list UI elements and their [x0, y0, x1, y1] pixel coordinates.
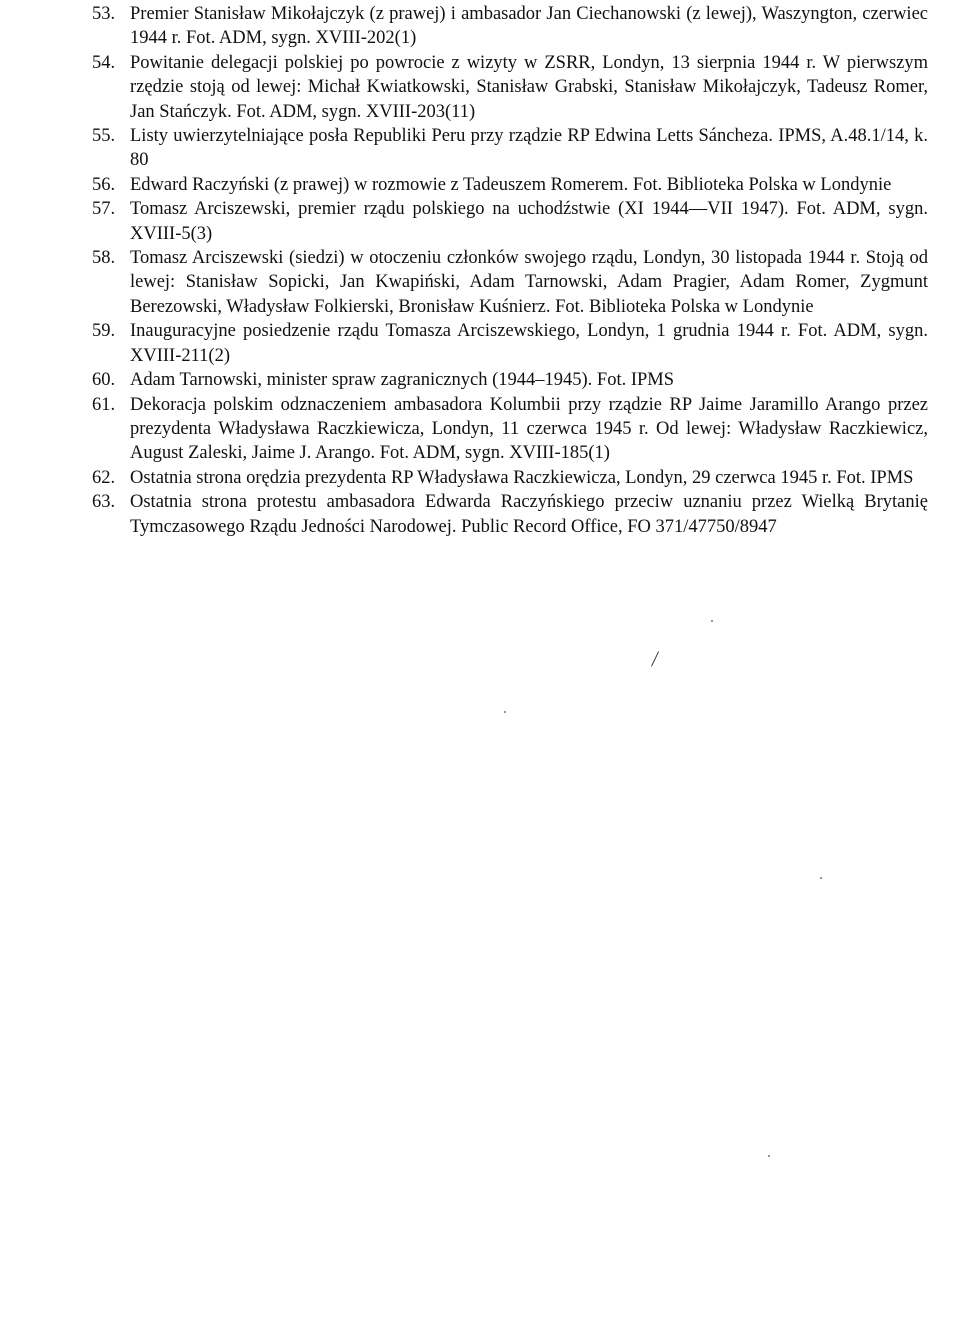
- caption-number: 58.: [92, 248, 116, 269]
- caption-text: Listy uwierzytelniające posła Republiki Peru przy rządzie RP Edwina Letts Sáncheza. IPMS, A.48.1/14, k. 80: [130, 126, 928, 171]
- caption-text: Tomasz Arciszewski (siedzi) w otoczeniu członków swojego rządu, Londyn, 30 listopada 1944 r. Stoją od lewej: Stanisław Sopicki, Jan Kwapiński, Adam Tarnowski, Adam Pragier, Adam Romer, Zygmunt Berezowski, Władysław Folkierski, Bronisław Kuśnierz. Fot. Biblioteka Polska w Londynie: [130, 248, 928, 317]
- caption-text: Tomasz Arciszewski, premier rządu polskiego na uchodźstwie (XI 1944—VII 1947). Fot. ADM, sygn. XVIII-5(3): [130, 199, 928, 244]
- caption-item-54: [92, 51, 928, 124]
- scan-speck: [820, 877, 822, 879]
- caption-number: 62.: [92, 467, 116, 488]
- caption-number: 53.: [92, 4, 116, 24]
- caption-item-58: [92, 246, 928, 319]
- caption-item-59: [92, 319, 928, 368]
- caption-text: Ostatnia strona protestu ambasadora Edwarda Raczyńskiego przeciw uznaniu przez Wielką Brytanię Tymczasowego Rządu Jedności Narodowej. Public Record Office, FO 371/47750/8947: [130, 492, 928, 537]
- caption-number: 55.: [92, 126, 116, 147]
- scan-speck: [768, 1155, 770, 1157]
- caption-number: 61.: [92, 394, 116, 415]
- caption-text: Ostatnia strona orędzia prezydenta RP Władysława Raczkiewicza, Londyn, 29 czerwca 1945 r. Fot. IPMS: [130, 467, 914, 488]
- caption-number: 57.: [92, 199, 116, 220]
- caption-item-55: [92, 124, 928, 173]
- caption-item-53: [92, 2, 928, 51]
- caption-text: Edward Raczyński (z prawej) w rozmowie z Tadeuszem Romerem. Fot. Biblioteka Polska w Londynie: [130, 174, 892, 195]
- caption-text: Dekoracja polskim odznaczeniem ambasadora Kolumbii przy rządzie RP Jaime Jaramillo Arango przez prezydenta Władysława Raczkiewicza, Londyn, 11 czerwca 1945 r. Od lewej: Władysław Raczkiewicz, August Zaleski, Jaime J. Arango. Fot. ADM, sygn. XVIII-185(1): [130, 394, 928, 464]
- photo-caption-list: [92, 2, 928, 539]
- caption-item-61: [92, 393, 928, 466]
- caption-text: Premier Stanisław Mikołajczyk (z prawej) i ambasador Jan Ciechanowski (z lewej), Waszyngton, czerwiec 1944 r. Fot. ADM, sygn. XVIII-202(1): [130, 4, 928, 49]
- caption-number: 54.: [92, 52, 116, 73]
- scan-speck: [711, 620, 713, 622]
- caption-text: Inauguracyjne posiedzenie rządu Tomasza Arciszewskiego, Londyn, 1 grudnia 1944 r. Fot. ADM, sygn. XVIII-211(2): [130, 321, 928, 366]
- stray-slash-mark: /: [650, 646, 660, 671]
- caption-number: 59.: [92, 321, 116, 342]
- caption-item-57: [92, 197, 928, 246]
- caption-item-62: [92, 466, 928, 490]
- caption-item-63: [92, 490, 928, 539]
- caption-number: 63.: [92, 492, 116, 513]
- caption-number: 60.: [92, 370, 116, 391]
- caption-text: Adam Tarnowski, minister spraw zagranicznych (1944–1945). Fot. IPMS: [130, 370, 675, 391]
- caption-text: Powitanie delegacji polskiej po powrocie z wizyty w ZSRR, Londyn, 13 sierpnia 1944 r. W pierwszym rzędzie stoją od lewej: Michał Kwiatkowski, Stanisław Grabski, Stanisław Mikołajczyk, Tadeusz Romer, Jan Stańczyk. Fot. ADM, sygn. XVIII-203(11): [130, 52, 928, 122]
- caption-number: 56.: [92, 174, 116, 195]
- caption-item-60: [92, 368, 928, 392]
- caption-item-56: [92, 173, 928, 197]
- scan-speck: [504, 711, 506, 713]
